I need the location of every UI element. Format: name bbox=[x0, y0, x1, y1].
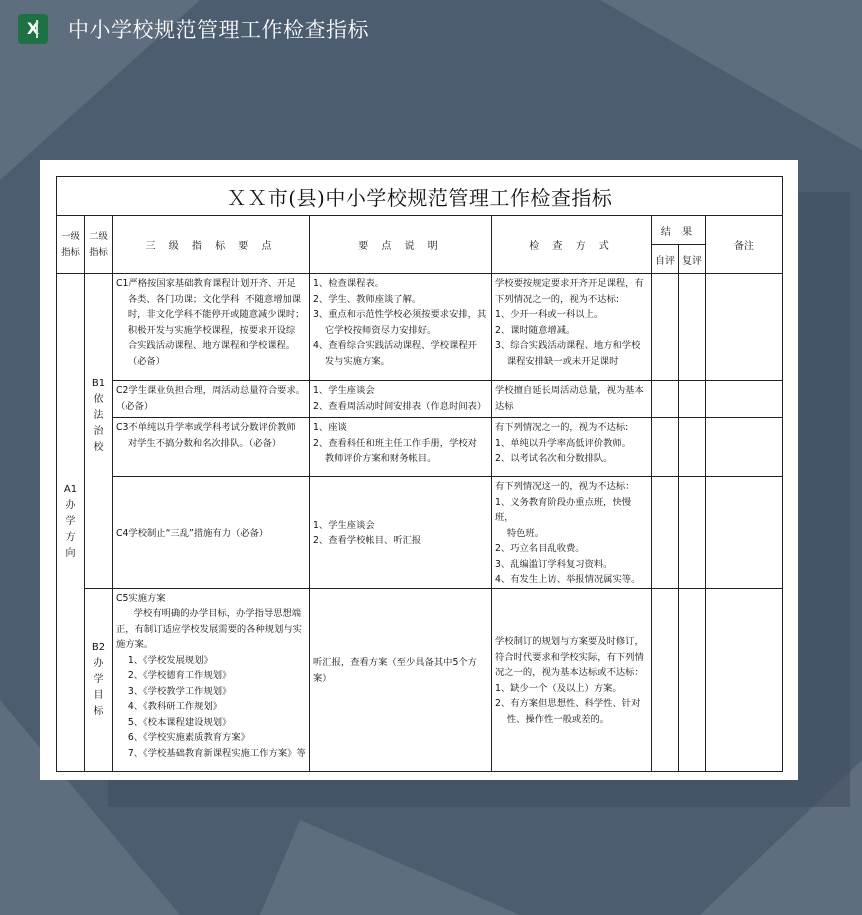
document-title: ＸＸ市(县)中小学校规范管理工作检查指标 bbox=[57, 177, 783, 216]
header-level3: 三 级 指 标 要 点 bbox=[113, 216, 310, 274]
header-result: 结 果 bbox=[652, 216, 706, 245]
self-eval-cell[interactable] bbox=[652, 477, 679, 589]
self-eval-cell[interactable] bbox=[652, 274, 679, 381]
self-eval-cell[interactable] bbox=[652, 588, 679, 771]
remark-cell[interactable] bbox=[706, 588, 783, 771]
level2-b2: B2 办 学 目 标 bbox=[85, 588, 113, 771]
method-cell: 有下列情况之一的，视为不达标: 1、单纯以升学率高低评价教师。 2、以考试名次和分数排队。 bbox=[492, 418, 652, 477]
explanation-cell: 听汇报，查看方案（至少具备其中5个方 案） bbox=[310, 588, 492, 771]
remark-cell[interactable] bbox=[706, 381, 783, 418]
remark-cell[interactable] bbox=[706, 477, 783, 589]
header-level2: 二级 指标 bbox=[85, 216, 113, 274]
method-cell: 学校要按规定要求开齐开足课程，有 下列情况之一的，视为不达标: 1、少开一科或一科以上。 2、课时随意增减。 3、综合实践活动课程、地方和学校 课程安排缺一或未开足课时 bbox=[492, 274, 652, 381]
header-method: 检 查 方 式 bbox=[492, 216, 652, 274]
re-eval-cell[interactable] bbox=[679, 588, 706, 771]
point-cell: C4学校制止“三乱”措施有力（必备） bbox=[113, 477, 310, 589]
document-sheet bbox=[40, 160, 798, 780]
level1-a1: A1 办 学 方 向 bbox=[57, 274, 85, 772]
point-cell: C5实施方案 学校有明确的办学目标，办学指导思想端 正，有制订适应学校发展需要的各种规划与实 施方案。 1、《学校发展规划》 2、《学校德育工作规划》 3、《学校教学工作规划》 4、《教科研工作规划》 5、《校本课程建设规划》 6、《学校实施素质教育方案》 7、《学校基础教育新课程实施工作方案》等 bbox=[113, 588, 310, 771]
window-title: 中小学校规范管理工作检查指标 bbox=[68, 18, 369, 42]
method-cell: 学校制订的规划与方案要及时修订， 符合时代要求和学校实际，有下列情 况之一的，视为基本达标或不达标： 1、缺少一个（及以上）方案。 2、有方案但思想性、科学性、针对 性、操作性一般或差的。 bbox=[492, 588, 652, 771]
method-cell: 有下列情况这一的，视为不达标： 1、义务教育阶段办重点班，快慢班， 特色班。 2、巧立名目乱收费。 3、乱编滥订学科复习资料。 4、有发生上访、举报情况属实等。 bbox=[492, 477, 652, 589]
re-eval-cell[interactable] bbox=[679, 274, 706, 381]
table-row bbox=[57, 588, 783, 771]
point-cell: C1严格按国家基础教育课程计划开齐、开足 各类、各门功课；文化学科 不随意增加课 时，非文化学科不能停开或随意减少课时； 积极开发与实施学校课程，按要求开设综 合实践活动课程、地方课程和学校课程。 （必备） bbox=[113, 274, 310, 381]
point-cell: C2学生课业负担合理，周活动总量符合要求。 （必备） bbox=[113, 381, 310, 418]
explanation-cell: 1、学生座谈会 2、查看周活动时间安排表（作息时间表） bbox=[310, 381, 492, 418]
inspection-table bbox=[56, 176, 783, 772]
remark-cell[interactable] bbox=[706, 418, 783, 477]
header-level1: 一级 指标 bbox=[57, 216, 85, 274]
re-eval-cell[interactable] bbox=[679, 381, 706, 418]
header-remark: 备注 bbox=[706, 216, 783, 274]
explanation-cell: 1、检查课程表。 2、学生、教师座谈了解。 3、重点和示范性学校必须按要求安排，其 它学校按师资尽力安排好。 4、查看综合实践活动课程、学校课程开 发与实施方案。 bbox=[310, 274, 492, 381]
excel-icon: X bbox=[18, 14, 48, 44]
re-eval-cell[interactable] bbox=[679, 418, 706, 477]
header-re-eval: 复评 bbox=[679, 245, 706, 274]
table-row bbox=[57, 477, 783, 589]
table-row bbox=[57, 274, 783, 381]
title-bar bbox=[0, 0, 862, 60]
explanation-cell: 1、座谈 2、查看科任和班主任工作手册，学校对 教师评价方案和财务帐目。 bbox=[310, 418, 492, 477]
header-self-eval: 自评 bbox=[652, 245, 679, 274]
table-row bbox=[57, 381, 783, 418]
header-explanation: 要 点 说 明 bbox=[310, 216, 492, 274]
level2-b1: B1 依 法 治 校 bbox=[85, 274, 113, 589]
table-row bbox=[57, 418, 783, 477]
re-eval-cell[interactable] bbox=[679, 477, 706, 589]
method-cell: 学校擅自延长周活动总量，视为基本 达标 bbox=[492, 381, 652, 418]
self-eval-cell[interactable] bbox=[652, 418, 679, 477]
point-cell: C3不单纯以升学率或学科考试分数评价教师 对学生不搞分数和名次排队。（必备） bbox=[113, 418, 310, 477]
self-eval-cell[interactable] bbox=[652, 381, 679, 418]
remark-cell[interactable] bbox=[706, 274, 783, 381]
explanation-cell: 1、学生座谈会 2、查看学校帐目、听汇报 bbox=[310, 477, 492, 589]
